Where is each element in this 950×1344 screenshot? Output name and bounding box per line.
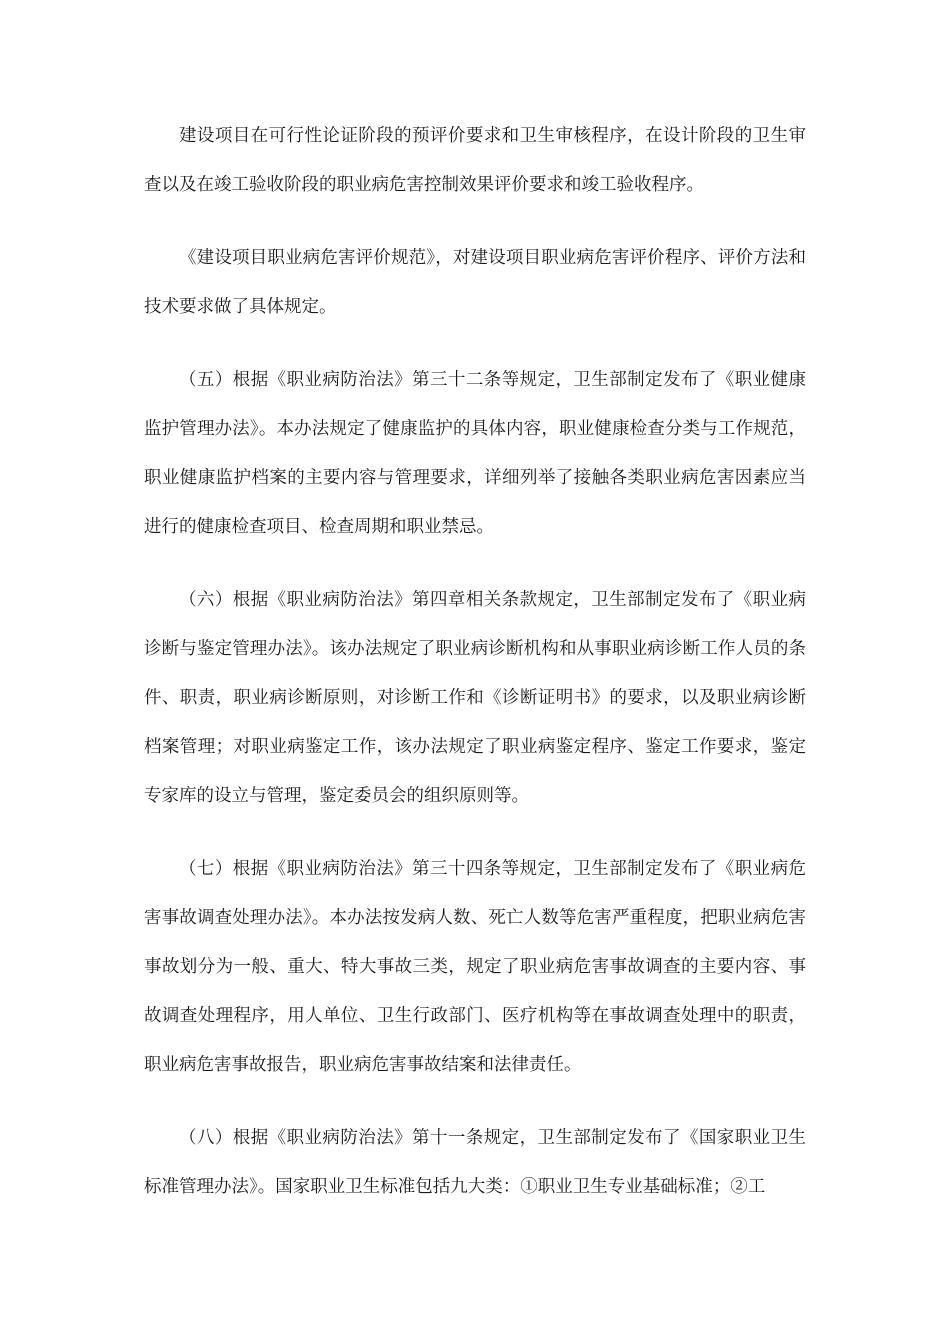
paragraph-national-standards: （八）根据《职业病防治法》第十一条规定，卫生部制定发布了《国家职业卫生标准管理办法》。国家职业卫生标准包括九大类：①职业卫生专业基础标准；②工 [144,1128,806,1197]
paragraph-health-monitoring: （五）根据《职业病防治法》第三十二条等规定，卫生部制定发布了《职业健康监护管理办法》。本办法规定了健康监护的具体内容，职业健康检查分类与工作规范，职业健康监护档案的主要内容与管理要求，详细列举了接触各类职业病危害因素应当进行的健康检查项目、检查周期和职业禁忌。 [144,370,806,537]
document-body [144,112,806,1236]
paragraph-diagnosis-appraisal: （六）根据《职业病防治法》第四章相关条款规定，卫生部制定发布了《职业病诊断与鉴定管理办法》。该办法规定了职业病诊断机构和从事职业病诊断工作人员的条件、职责，职业病诊断原则，对诊断工作和《诊断证明书》的要求，以及职业病诊断档案管理；对职业病鉴定工作，该办法规定了职业病鉴定程序、鉴定工作要求，鉴定专家库的设立与管理，鉴定委员会的组织原则等。 [144,590,806,806]
paragraph-accident-investigation: （七）根据《职业病防治法》第三十四条等规定，卫生部制定发布了《职业病危害事故调查处理办法》。本办法按发病人数、死亡人数等危害严重程度，把职业病危害事故划分为一般、重大、特大事故三类，规定了职业病危害事故调查的主要内容、事故调查处理程序，用人单位、卫生行政部门、医疗机构等在事故调查处理中的职责，职业病危害事故报告，职业病危害事故结案和法律责任。 [144,859,806,1075]
paragraph-construction-project-procedures: 建设项目在可行性论证阶段的预评价要求和卫生审核程序，在设计阶段的卫生审查以及在竣工验收阶段的职业病危害控制效果评价要求和竣工验收程序。 [144,126,806,195]
paragraph-evaluation-specification: 《建设项目职业病危害评价规范》，对建设项目职业病危害评价程序、评价方法和技术要求做了具体规定。 [144,248,806,317]
